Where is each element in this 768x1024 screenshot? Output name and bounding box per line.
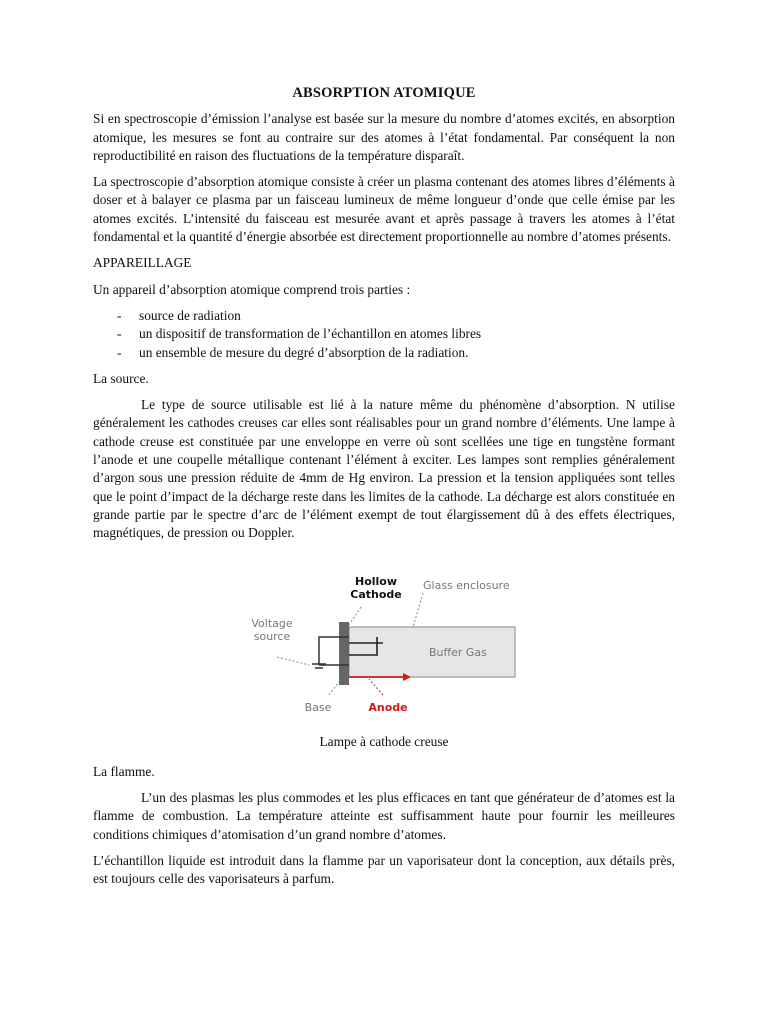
hollow-cathode-diagram	[93, 567, 675, 727]
leader-voltage	[277, 657, 309, 665]
label-glass-enclosure: Glass enclosure	[423, 578, 510, 592]
document-title: ABSORPTION ATOMIQUE	[292, 85, 476, 101]
paragraph-intro: Si en spectroscopie d’émission l’analyse est basée sur la mesure du nombre d’atomes excités, en absorption atomique, les mesures se font au contraire sur des atomes à l’état fondamental. Par conséquent la non reproductibilité en raison des fluctuations de la température disparaît.	[93, 111, 675, 163]
leader-glass	[413, 593, 423, 627]
label-voltage-1: Voltage	[251, 616, 293, 630]
label-voltage-2: source	[253, 629, 291, 643]
label-hollow-1: Hollow	[354, 574, 398, 588]
paragraph-parts-intro: Un appareil d’absorption atomique comprend trois parties :	[93, 281, 411, 297]
label-base: Base	[304, 700, 332, 714]
parts-list	[93, 307, 675, 362]
section-heading-source: La source.	[93, 370, 149, 386]
section-heading-flamme: La flamme.	[93, 763, 155, 779]
paragraph-sample: L’échantillon liquide est introduit dans la flamme par un vaporisateur dont la conception, aux détails près, est toujours celle des vaporisateurs à parfum.	[93, 853, 675, 887]
leader-anode	[369, 679, 383, 695]
list-item: - source de radiation	[93, 307, 675, 325]
list-item: - un ensemble de mesure du degré d’absorption de la radiation.	[93, 344, 675, 362]
section-heading-appareillage: APPAREILLAGE	[93, 255, 192, 271]
label-hollow-2: Cathode	[350, 587, 402, 601]
list-item: - un dispositif de transformation de l’échantillon en atomes libres	[93, 325, 675, 343]
leader-hollow-cathode	[349, 607, 361, 625]
document-page	[93, 84, 675, 897]
label-anode: Anode	[368, 700, 408, 714]
base-plate-shape	[339, 622, 349, 685]
paragraph-principle: La spectroscopie d’absorption atomique consiste à créer un plasma contenant des atomes libres d’éléments à doser et à balayer ce plasma par un faisceau lumineux de même longueur d’onde que celle émise par les atomes excités. L’intensité du faisceau est mesurée avant et après passage à travers les atomes à l’état fondamental et la quantité d’énergie absorbée est directement proportionnelle au nombre d’atomes présents.	[93, 174, 675, 245]
leader-base	[329, 679, 341, 695]
label-buffer-gas: Buffer Gas	[429, 645, 487, 659]
figure-caption: Lampe à cathode creuse	[319, 733, 449, 749]
paragraph-flamme: L’un des plasmas les plus commodes et les plus efficaces en tant que générateur de d’atomes est la flamme de combustion. La température atteinte est suffisamment haute pour fournir les meilleures conditions chimiques d’atomisation d’un grand nombre d’atomes.	[93, 790, 675, 842]
paragraph-source: Le type de source utilisable est lié à la nature même du phénomène d’absorption. N utilise généralement les cathodes creuses car elles sont réalisables pour un grand nombre d’éléments. Une lampe à cathode creuse est constituée par une enveloppe en verre où sont scellées une tige en tungstène formant l’anode et une coupelle métallique contenant l’élément à exciter. Les lampes sont remplies généralement d’argon sous une pression réduite de 4mm de Hg environ. La pression et la tension appliquées sont telles que le point d’impact de la décharge reste dans les limites de la cathode. La décharge est alors constituée en grande partie par le spectre d’arc de l’élément exempt de tout élargissement dû à des effets électriques, magnétiques, de pression ou Doppler.	[93, 397, 675, 541]
diagram-svg	[93, 567, 675, 727]
